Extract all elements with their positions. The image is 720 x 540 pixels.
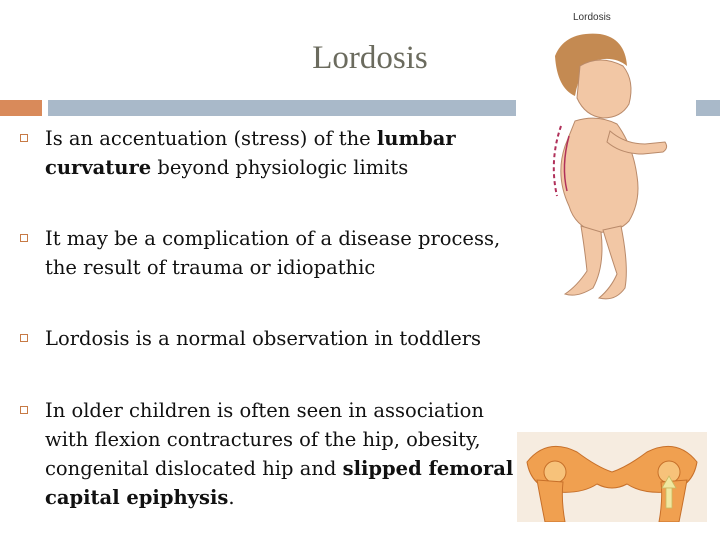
bullet-text-1: Is an accentuation (stress) of the lumbar curvature beyond physiologic limits xyxy=(45,127,456,179)
bullet-text-3: Lordosis is a normal observation in toddlers xyxy=(45,327,482,350)
pelvis-hip-illustration xyxy=(517,432,707,522)
accent-bar-blue-right xyxy=(696,100,720,116)
bullet-text-4: In older children is often seen in association with flexion contractures of the hip, obesity, congenital dislocated hip and slipped femoral capital epiphysis. xyxy=(45,399,514,509)
slide-title: Lordosis xyxy=(312,40,428,76)
child-lordosis-illustration xyxy=(525,26,685,311)
square-bullet-icon xyxy=(20,134,28,142)
bullet-text-2: It may be a complication of a disease process, the result of trauma or idiopathic xyxy=(45,227,501,279)
accent-bar-blue xyxy=(48,100,516,116)
square-bullet-icon xyxy=(20,234,28,242)
square-bullet-icon xyxy=(20,406,28,414)
square-bullet-icon xyxy=(20,334,28,342)
accent-bar-orange xyxy=(0,100,42,116)
figure-caption: Lordosis xyxy=(573,12,611,23)
